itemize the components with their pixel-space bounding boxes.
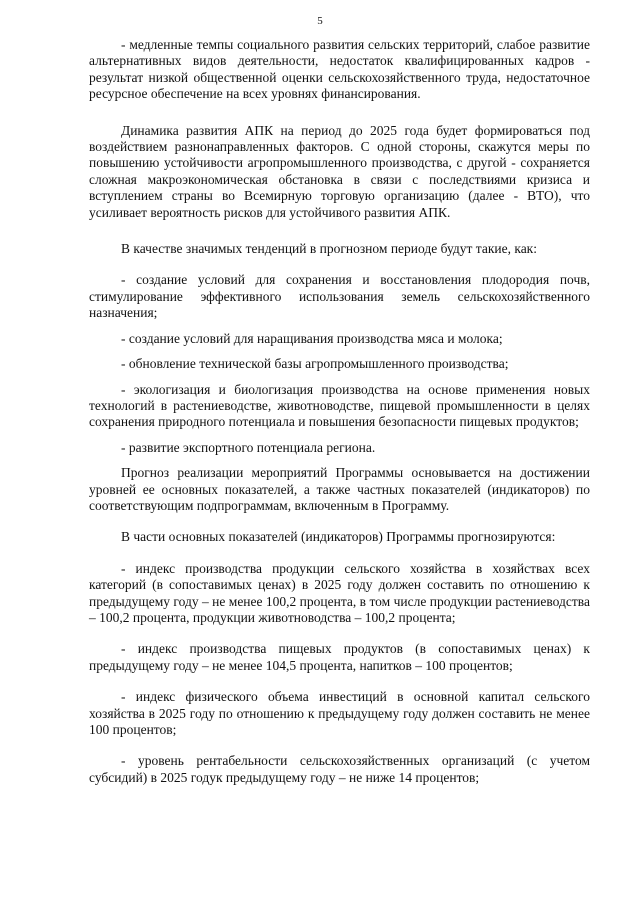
list-item-profitability-level: - уровень рентабельности сельскохозяйственных организаций (с учетом субсидий) в 2025 годук предыдущему году – не ниже 14 процентов; [89,753,590,785]
list-item-technical-base: - обновление технической базы агропромышленного производства; [121,356,509,372]
paragraph-indicators-intro: В части основных показателей (индикаторов) Программы прогнозируются: [121,529,556,545]
paragraph-trends-intro: В качестве значимых тенденций в прогнозном периоде будут такие, как: [121,241,537,257]
list-item-ecologization: - экологизация и биологизация производства на основе применения новых технологий в растениеводстве, животноводстве, пищевой промышленности в целях сохранения природного потенциала и повышения безопасности пищевых продуктов; [89,381,590,430]
paragraph-apk-dynamics: Динамика развития АПК на период до 2025 года будет формироваться под воздействием разнонаправленных факторов. С одной стороны, скажутся меры по повышению устойчивости агропромышленного производства, с другой - сохраняется сложная макроэкономическая обстановка в связи с последствиями кризиса и вступлением страны во Всемирную торговую организацию (далее - ВТО), что усиливает вероятность рисков для устойчивого развития АПК. [89,122,590,220]
list-item-export-potential: - развитие экспортного потенциала региона. [121,439,376,455]
list-item-meat-milk: - создание условий для наращивания производства мяса и молока; [121,330,503,346]
list-item-agri-production-index: - индекс производства продукции сельского хозяйства в хозяйствах всех категорий (в сопоставимых ценах) в 2025 году должен составить по отношению к предыдущему году – не менее 100,2 процента, в том числе продукции растениеводства – 100,2 процента, продукции животноводства – 100,2 процента; [89,560,590,625]
list-item-food-production-index: - индекс производства пищевых продуктов (в сопоставимых ценах) к предыдущему году – не менее 104,5 процента, напитков – 100 процентов; [89,641,590,673]
list-item-investment-index: - индекс физического объема инвестиций в основной капитал сельского хозяйства в 2025 году по отношению к предыдущему году должен составить не менее 100 процентов; [89,689,590,737]
page-body [89,37,590,786]
list-item-soil-fertility: - создание условий для сохранения и восстановления плодородия почв, стимулирование эффективного использования земель сельскохозяйственного назначения; [89,272,590,321]
paragraph-rural-development-issues: - медленные темпы социального развития сельских территорий, слабое развитие альтернативных видов деятельности, недостаток квалифицированных кадров - результат низкой общественной оценки сельскохозяйственного труда, недостаточное ресурсное обеспечение на всех уровнях финансирования. [89,37,590,102]
paragraph-program-forecast: Прогноз реализации мероприятий Программы основывается на достижении уровней ее основных показателей, а также частных показателей (индикаторов) по соответствующим подпрограммам, включенным в Программу. [89,465,590,513]
page-number: 5 [317,15,323,27]
